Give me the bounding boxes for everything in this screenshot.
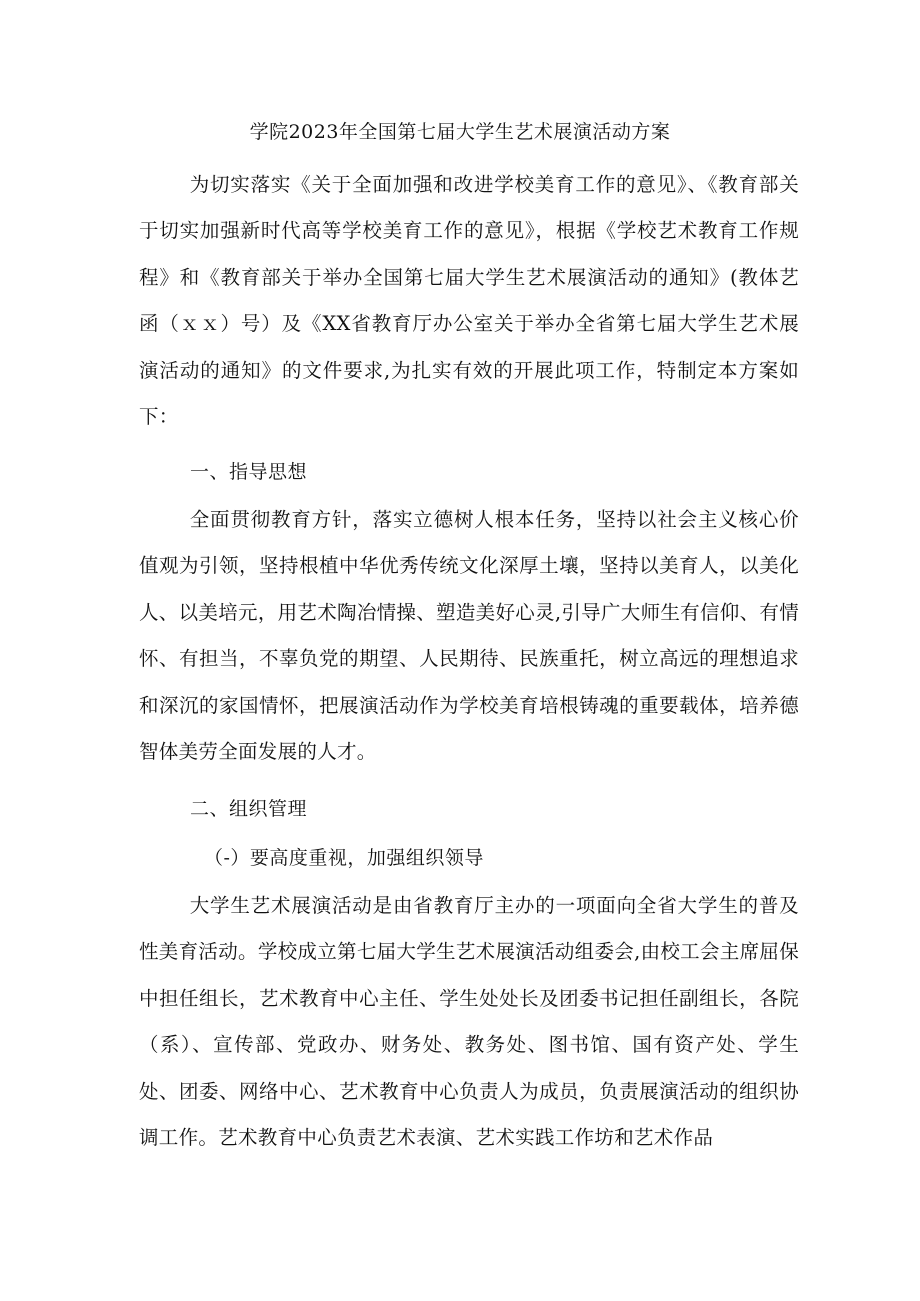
document-title: 学院2023年全国第七届大学生艺术展演活动方案	[249, 121, 671, 143]
section-1-heading: 一、指导思想	[190, 461, 308, 483]
section-2-heading: 二、组织管理	[190, 798, 308, 820]
section-2-paragraph: 大学生艺术展演活动是由省教育厅主办的一项面向全省大学生的普及性美育活动。学校成立第七届大学生艺术展演活动组委会,由校工会主席屈保中担任组长，艺术教育中心主任、学生处处长及团委书记担任副组长，各院（系）、宣传部、党政办、财务处、教务处、图书馆、国有资产处、学生处、团委、网络中心、艺术教育中心负责人为成员，负责展演活动的组织协调工作。艺术教育中心负责艺术表演、艺术实践工作坊和艺术作品	[139, 894, 799, 1150]
section-1-paragraph: 全面贯彻教育方针，落实立德树人根本任务，坚持以社会主义核心价值观为引领，坚持根植中华优秀传统文化深厚土壤，坚持以美育人，以美化人、以美培元，用艺术陶冶情操、塑造美好心灵,引导广大师生有信仰、有情怀、有担当，不辜负党的期望、人民期待、民族重托，树立高远的理想追求和深沉的家国情怀，把展演活动作为学校美育培根铸魂的重要载体，培养德智体美劳全面发展的人才。	[139, 508, 799, 764]
intro-paragraph: 为切实落实《关于全面加强和改进学校美育工作的意见》、《教育部关于切实加强新时代高等学校美育工作的意见》，根据《学校艺术教育工作规程》和《教育部关于举办全国第七届大学生艺术展演活动的通知》(教体艺函（ｘｘ）号）及《XX省教育厅办公室关于举办全省第七届大学生艺术展演活动的通知》的文件要求,为扎实有效的开展此项工作，特制定本方案如下：	[139, 173, 799, 429]
section-2-subheading: （-）要高度重视，加强组织领导	[204, 847, 484, 869]
